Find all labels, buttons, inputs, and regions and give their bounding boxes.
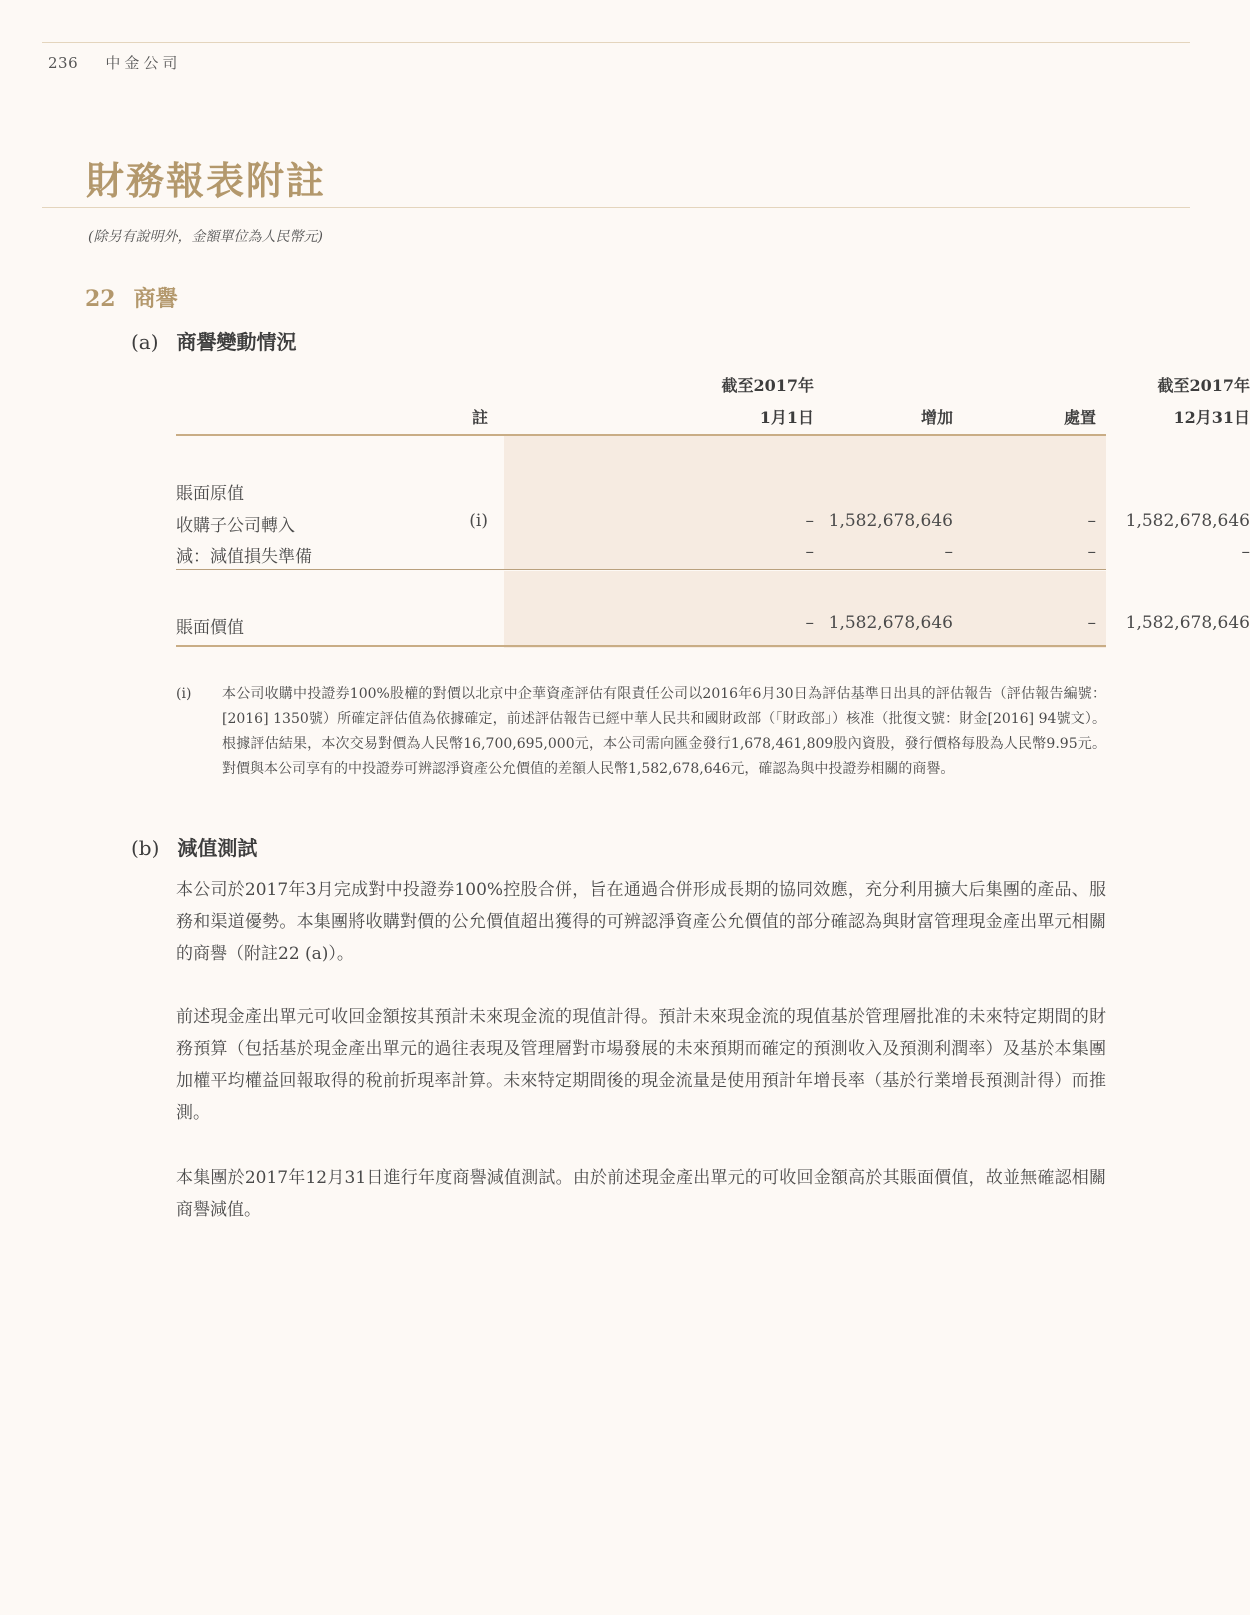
footnote-mark: (i) [176,686,192,702]
row-label-impairment: 減：減值損失準備 [176,547,312,567]
total-disposal: – [1087,613,1096,633]
row-impairment-opening: – [805,542,814,562]
header-disposal: 處置 [1063,408,1096,427]
goodwill-movement-table [176,368,1250,648]
section-heading [85,282,178,313]
row-label-cost: 賬面原值 [176,484,244,504]
row-acquisition-addition: 1,582,678,646 [828,511,953,531]
page-header [48,52,181,73]
footnote-text: 本公司收購中投證券100%股權的對價以北京中企華資產評估有限責任公司以2016年6月30日為評估基準日出具的評估報告（評估報告編號：[2016] 1350號）所確定評估值為依據確定，前述評估報告已經中華人民共和國財政部（「財政部」）核准（批復文號：財金[2016] 94號文）。根據評估結果，本次交易對價為人民幣16,700,695,000元，本公司需向匯金發行1,678,461,809股內資股，發行價格每股為人民幣9.95元。對價與本公司享有的中投證券可辨認淨資產公允價值的差額人民幣1,582,678,646元，確認為與中投證券相關的商譽。 [222,686,1106,777]
subsection-b-mark: (b) [131,836,160,860]
section-title: 商譽 [133,286,178,312]
total-opening: – [805,613,814,633]
unit-note: (除另有說明外，金額單位為人民幣元) [88,229,323,245]
row-acquisition-note: (i) [469,511,488,531]
paragraph-2: 前述現金產出單元可收回金額按其預計未來現金流的現值計得。預計未來現金流的現值基於管理層批准的未來特定期間的財務預算（包括基於現金產出單元的過往表現及管理層對市場發展的未來預期而確定的預測收入及預測利潤率）及基於本集團加權平均權益回報取得的稅前折現率計算。未來特定期間後的現金流量是使用預計年增長率（基於行業增長預測計得）而推測。 [176,1007,1106,1123]
subtotal-rule [176,569,1106,570]
shaded-area-total [504,571,1106,648]
total-rule [176,645,1106,647]
page-title: 財務報表附註 [86,158,327,203]
subsection-b-heading [131,832,257,861]
row-impairment-addition: – [944,542,953,562]
row-impairment-disposal: – [1087,542,1096,562]
row-impairment-closing: – [1241,542,1250,562]
header-opening-line1: 截至2017年 [721,376,814,395]
header-opening-line2: 1月1日 [759,408,814,427]
row-acquisition-disposal: – [1087,511,1096,531]
header-note: 註 [471,408,488,427]
total-closing: 1,582,678,646 [1125,613,1250,633]
top-rule [42,42,1190,43]
page-number: 236 [48,54,79,72]
footnote [176,682,1106,782]
subsection-a-mark: (a) [131,330,159,354]
title-rule [42,207,1190,208]
header-addition: 增加 [920,408,953,427]
total-addition: 1,582,678,646 [828,613,953,633]
header-closing-line1: 截至2017年 [1157,376,1250,395]
header-rule [176,434,1106,436]
paragraph-3: 本集團於2017年12月31日進行年度商譽減值測試。由於前述現金產出單元的可收回金額高於其賬面價值，故並無確認相關商譽減值。 [176,1168,1106,1220]
company-name: 中金公司 [105,54,182,72]
paragraph-1: 本公司於2017年3月完成對中投證券100%控股合併，旨在通過合併形成長期的協同效應，充分利用擴大后集團的產品、服務和渠道優勢。本集團將收購對價的公允價值超出獲得的可辨認淨資產公允價值的部分確認為與財富管理現金產出單元相關的商譽（附註22 (a)）。 [176,880,1106,964]
subsection-a-heading [131,326,297,355]
section-number: 22 [85,286,116,312]
subsection-b-title: 減值測試 [177,836,258,860]
header-closing-line2: 12月31日 [1173,408,1250,427]
subsection-a-title: 商譽變動情況 [176,330,297,354]
row-label-acquisition: 收購子公司轉入 [176,516,295,536]
total-label: 賬面價值 [176,618,244,638]
row-acquisition-closing: 1,582,678,646 [1125,511,1250,531]
row-acquisition-opening: – [805,511,814,531]
